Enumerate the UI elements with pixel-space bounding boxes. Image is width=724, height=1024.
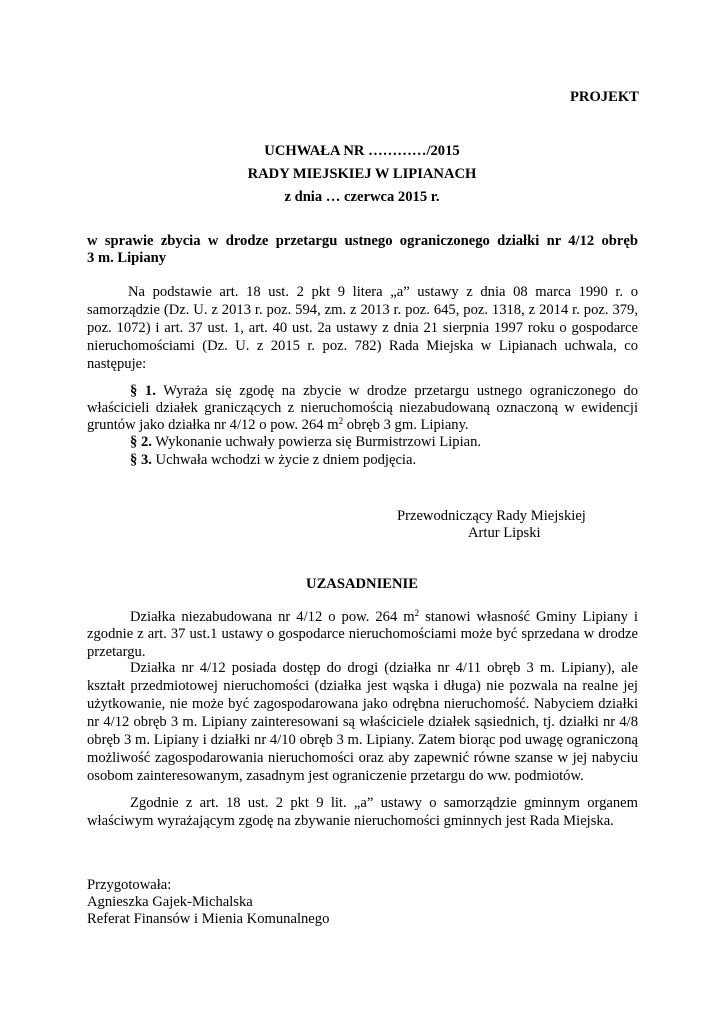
superscript: 2	[338, 416, 344, 426]
justification-para-1-line-1: Działka niezabudowana nr 4/12 o pow. 264 $m^2$ stanowi własność Gminy Lipiany i	[130, 608, 638, 625]
resolution-number: UCHWAŁA NR …………/2015	[264, 143, 460, 159]
superscript: 2	[414, 608, 420, 618]
paragraph-1-line-1	[87, 382, 638, 400]
justification-para-1-rest: zgodnie z art. 37 ust.1 ustawy o gospodarce nieruchomościami może być sprzedana w drodze przetargu.	[87, 626, 638, 660]
signature-name: Artur Lipski	[468, 525, 541, 541]
subject-line-1: w sprawie zbycia w drodze przetargu ustnego ograniczonego działki nr 4/12 obręb	[87, 233, 638, 249]
council-name: RADY MIEJSKIEJ W LIPIANACH	[247, 166, 477, 182]
paragraph-1-line-3: gruntów jako działka nr 4/12 o pow. 264 $m^2$ obręb 3 gm. Lipiany.	[87, 416, 469, 433]
paragraph-1-line-2: właścicieli działek graniczących z nieruchomością niezabudowaną oznaczoną w ewidencji	[87, 400, 638, 416]
paragraph-3-label: § 3.	[130, 452, 152, 468]
paragraph-2-text: Wykonanie uchwały powierza się Burmistrzowi Lipian.	[155, 434, 482, 450]
justification-para-2: Działka nr 4/12 posiada dostęp do drogi (działka nr 4/11 obręb 3 m. Lipiany), ale kształt przedmiotowej nieruchomości (działka jest wąska i długa) nie pozwala na realne jej użytkowanie, nie może być zagospodarowana jako odrębna nieruchomość. Nabyciem działki nr 4/12 obręb 3 m. Lipiany zainteresowani są właściciele działek sąsiednich, tj. działki nr 4/8 obręb 3 m. Lipiany i działki nr 4/10 obręb 3 m. Lipiany. Zatem biorąc pod uwagę ograniczoną możliwość zagospodarowania nieruchomości oraz aby zapewnić równe szanse w jej nabyciu osobom zainteresowanym, zasadnym jest ograniczenie przetargu do ww. podmiotów.	[87, 660, 638, 784]
paragraph-3-text: Uchwała wchodzi w życie z dniem podjęcia.	[155, 452, 417, 468]
subject-line-2: 3 m. Lipiany	[87, 250, 167, 266]
paragraph-1-label: § 1.	[130, 383, 156, 399]
prepared-department: Referat Finansów i Mienia Komunalnego	[87, 911, 330, 927]
paragraph-2-label: § 2.	[130, 434, 152, 450]
prepared-label: Przygotowała:	[87, 877, 172, 893]
paragraph-2	[130, 433, 481, 451]
projekt-label: PROJEKT	[570, 89, 639, 105]
preamble: Na podstawie art. 18 ust. 2 pkt 9 litera „a” ustawy z dnia 08 marca 1990 r. o samorządzie (Dz. U. z 2013 r. poz. 594, zm. z 2013 r. poz. 645, poz. 1318, z 2014 r. poz. 379, poz. 1072) i art. 37 ust. 1, art. 40 ust. 2a ustawy z dnia 21 sierpnia 1997 roku o gospodarce nieruchomościami (Dz. U. z 2015 r. poz. 782) Rada Miejska w Lipianach uchwala, co następuje:	[87, 284, 638, 372]
justification-heading: UZASADNIENIE	[306, 576, 418, 592]
justification-para-3: Zgodnie z art. 18 ust. 2 pkt 9 lit. „a” ustawy o samorządzie gminnym organem właściwym wyrażającym zgodę na zbywanie nieruchomości gminnych jest Rada Miejska.	[87, 795, 638, 829]
resolution-date: z dnia … czerwca 2015 r.	[284, 189, 440, 205]
prepared-name: Agnieszka Gajek-Michalska	[87, 894, 253, 910]
paragraph-1-text-1: Wyraża się zgodę na zbycie w drodze przetargu ustnego ograniczonego do	[163, 383, 639, 399]
signature-title: Przewodniczący Rady Miejskiej	[397, 508, 586, 524]
paragraph-3	[130, 451, 416, 469]
